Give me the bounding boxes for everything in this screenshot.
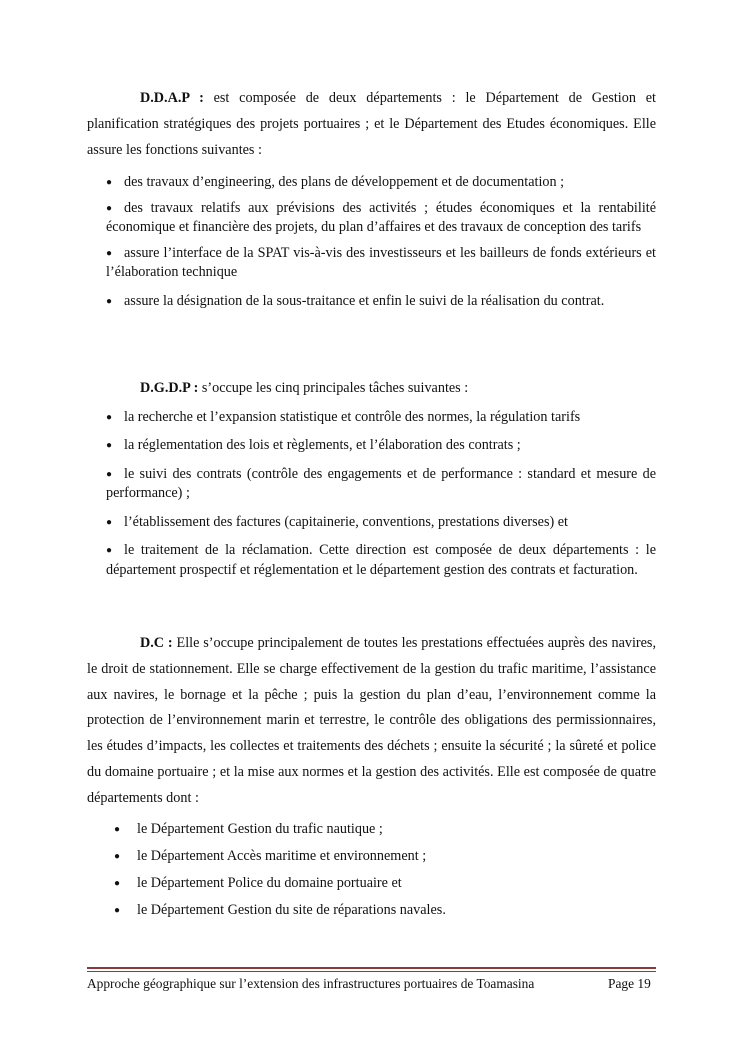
list-item: ● la réglementation des lois et règlements, et l’élaboration des contrats ; <box>87 436 656 456</box>
dgdp-heading: D.G.D.P : <box>140 380 199 396</box>
list-item: ● l’établissement des factures (capitainerie, conventions, prestations diverses) et <box>87 513 656 533</box>
bullet-icon: ● <box>106 247 113 259</box>
bullet-icon: ● <box>106 295 113 307</box>
bullet-icon: ● <box>106 468 113 480</box>
ddap-heading: D.D.A.P : <box>140 90 204 106</box>
section-dc <box>87 631 656 924</box>
section-dgdp <box>87 376 656 580</box>
list-item: ● la recherche et l’expansion statistique et contrôle des normes, la régulation tarifs <box>87 408 656 428</box>
list-item: ● le Département Police du domaine portuaire et <box>87 870 656 897</box>
ddap-bullet-list <box>87 173 656 311</box>
list-item: ● des travaux relatifs aux prévisions des activités ; études économiques et la rentabilité économique et financière des projets, du plan d’affaires et des travaux de conception des tarifs <box>106 199 656 236</box>
bullet-icon: ● <box>114 823 121 835</box>
list-item: ● assure l’interface de la SPAT vis-à-vis des investisseurs et les bailleurs de fonds extérieurs et l’élaboration technique <box>106 244 656 281</box>
dc-intro: Elle s’occupe principalement de toutes les prestations effectuées auprès des navires, le droit de stationnement. Elle se charge effectivement de la gestion du trafic maritime, l’assistance aux navires, le bornage et la pêche ; puis la gestion du plan d’eau, l’environnement comme la protection de l’environnement marin et terrestre, le contrôle des obligations des permissionnaires, les études d’impacts, les collectes et traitements des déchets ; ensuite la sécurité ; la sûreté et police du domaine portuaire ; et la mise aux normes et la gestion des activités. Elle est composée de quatre départements dont : <box>87 635 656 806</box>
ddap-intro: est composée de deux départements : le Département de Gestion et planification stratégiques des projets portuaires ; et le Département des Etudes économiques. Elle assure les fonctions suivantes : <box>87 90 656 158</box>
bullet-icon: ● <box>106 177 113 189</box>
dc-paragraph <box>87 631 656 812</box>
bullet-icon: ● <box>106 202 113 214</box>
list-item: ● le Département Gestion du trafic nautique ; <box>87 816 656 843</box>
footer-title: Approche géographique sur l’extension des infrastructures portuaires de Toamasina <box>87 976 535 991</box>
ddap-paragraph <box>87 86 656 163</box>
list-item: ● des travaux d’engineering, des plans de développement et de documentation ; <box>87 173 656 193</box>
bullet-icon: ● <box>106 440 113 452</box>
section-ddap <box>87 86 656 311</box>
dc-bullet-list <box>87 816 656 924</box>
list-item: ● le traitement de la réclamation. Cette direction est composée de deux départements : le département prospectif et réglementation et le département gestion des contrats et facturation. <box>106 542 656 578</box>
dgdp-bullet-list <box>87 408 656 581</box>
list-item: ● le Département Accès maritime et environnement ; <box>87 843 656 870</box>
list-item: ● le Département Gestion du site de réparations navales. <box>87 897 656 924</box>
bullet-icon: ● <box>106 411 113 423</box>
footer-divider-thin <box>87 971 656 972</box>
bullet-icon: ● <box>106 545 113 557</box>
page-number: Page 19 <box>608 976 651 991</box>
bullet-icon: ● <box>114 904 121 916</box>
dgdp-paragraph <box>87 376 656 402</box>
bullet-icon: ● <box>114 850 121 862</box>
dc-heading: D.C : <box>140 635 173 651</box>
footer-divider-thick <box>87 967 656 969</box>
dgdp-intro: s’occupe les cinq principales tâches suivantes : <box>201 380 469 396</box>
list-item: ● assure la désignation de la sous-traitance et enfin le suivi de la réalisation du contrat. <box>87 292 656 312</box>
bullet-icon: ● <box>106 516 113 528</box>
list-item: ● le suivi des contrats (contrôle des engagements et de performance : standard et mesure de performance) ; <box>106 465 656 502</box>
bullet-icon: ● <box>114 877 121 889</box>
